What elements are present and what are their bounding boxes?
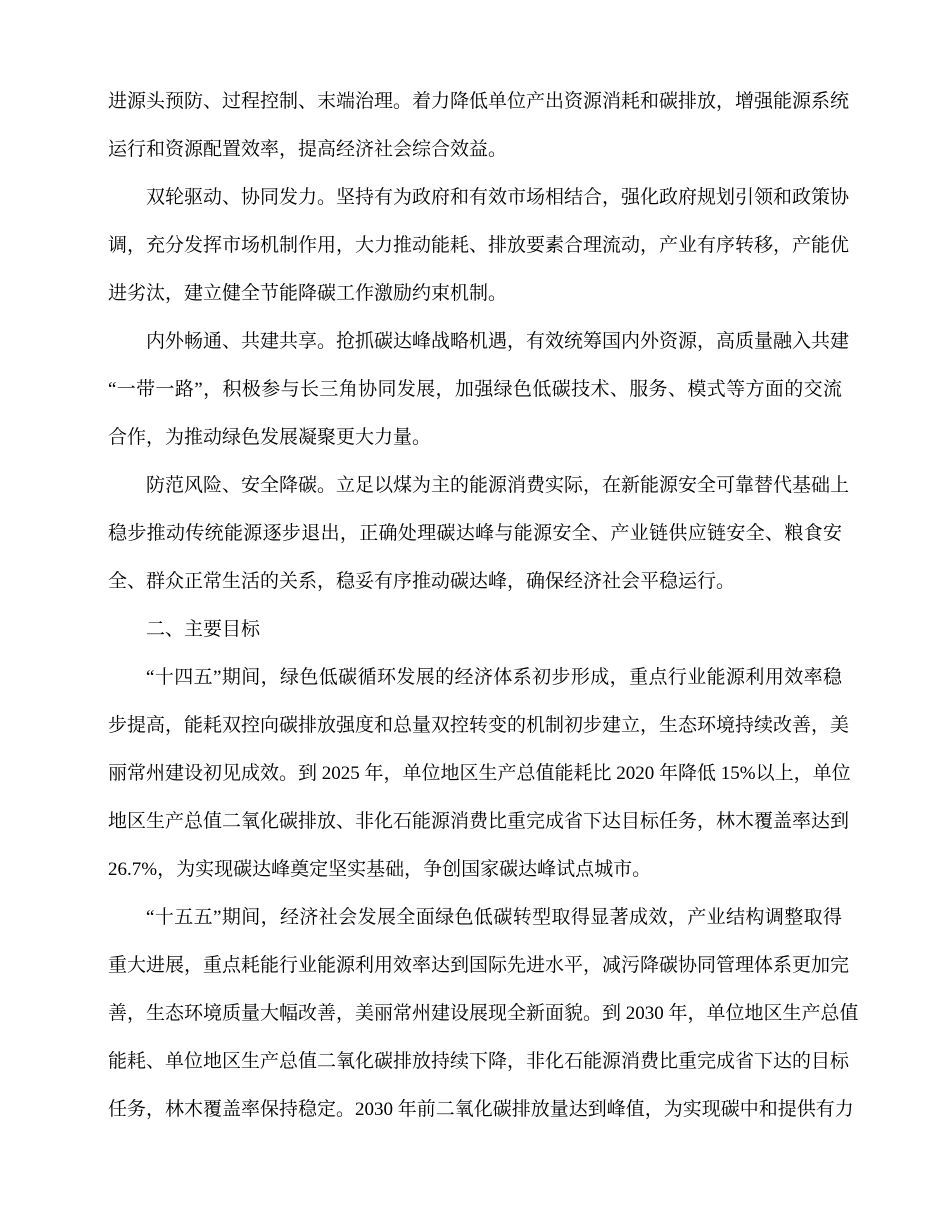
paragraph-14th-five-year [108,654,851,894]
text-line: “十五五”期间，经济社会发展全面绿色低碳转型取得显著成效，产业结构调整取得 [146,907,842,928]
text-line: 运行和资源配置效率，提高经济社会综合效益。 [108,139,508,160]
text-line: 能耗、单位地区生产总值二氧化碳排放持续下降，非化石能源消费比重完成省下达的目标 [108,1051,850,1072]
text-line: “一带一路”，积极参与长三角协同发展，加强绿色低碳技术、服务、模式等方面的交流 [108,379,842,400]
text-line: 内外畅通、共建共享。抢抓碳达峰战略机遇，有效统筹国内外资源，高质量融入共建 [146,331,850,352]
text-line: 全、群众正常生活的关系，稳妥有序推动碳达峰，确保经济社会平稳运行。 [108,571,736,592]
paragraph-dual-drive [108,174,850,318]
text-line: 任务，林木覆盖率保持稳定。2030 年前二氧化碳排放量达到峰值，为实现碳中和提供有力 [108,1099,854,1120]
text-line: 进源头预防、过程控制、末端治理。着力降低单位产出资源消耗和碳排放，增强能源系统 [108,91,850,112]
paragraph-source-prevention [108,78,850,174]
text-line: 26.7%，为实现碳达峰奠定坚实基础，争创国家碳达峰试点城市。 [108,859,652,880]
paragraph-15th-five-year [108,894,859,1134]
text-line: 进劣汰，建立健全节能降碳工作激励约束机制。 [108,283,508,304]
text-line: 丽常州建设初见成效。到 2025 年，单位地区生产总值能耗比 2020 年降低 15%以上，单位 [108,763,851,784]
text-line: 地区生产总值二氧化碳排放、非化石能源消费比重完成省下达目标任务，林木覆盖率达到 [108,811,850,832]
text-line: 防范风险、安全降碳。立足以煤为主的能源消费实际，在新能源安全可靠替代基础上 [146,475,850,496]
text-line: “十四五”期间，绿色低碳循环发展的经济体系初步形成，重点行业能源利用效率稳 [146,667,842,688]
text-line: 调，充分发挥市场机制作用，大力推动能耗、排放要素合理流动，产业有序转移，产能优 [108,235,850,256]
text-line: 善，生态环境质量大幅改善，美丽常州建设展现全新面貌。到 2030 年，单位地区生产总值 [108,1003,859,1024]
section-heading-main-goals [108,606,842,654]
text-line: 稳步推动传统能源逐步退出，正确处理碳达峰与能源安全、产业链供应链安全、粮食安 [108,523,842,544]
text-line: 重大进展，重点耗能行业能源利用效率达到国际先进水平，减污降碳协同管理体系更加完 [108,955,850,976]
section-heading: 二、主要目标 [146,619,261,640]
text-line: 双轮驱动、协同发力。坚持有为政府和有效市场相结合，强化政府规划引领和政策协 [146,187,850,208]
paragraph-risk-prevention [108,462,850,606]
text-line: 合作，为推动绿色发展凝聚更大力量。 [108,427,432,448]
text-line: 步提高，能耗双控向碳排放强度和总量双控转变的机制初步建立，生态环境持续改善，美 [108,715,850,736]
document-body [108,78,859,1134]
paragraph-internal-external [108,318,850,462]
